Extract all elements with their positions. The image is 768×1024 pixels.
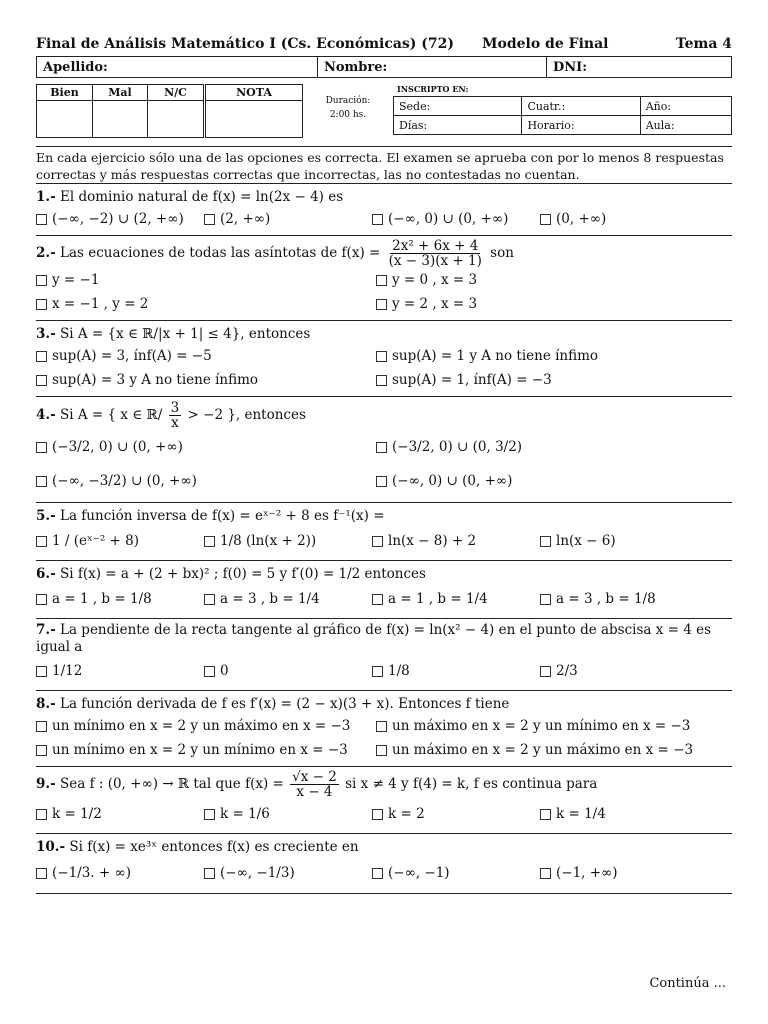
checkbox-icon[interactable] xyxy=(36,275,47,286)
checkbox-icon[interactable] xyxy=(372,594,383,605)
option-checkbox[interactable]: sup(A) = 1, ínf(A) = −3 xyxy=(376,368,716,392)
fraction: $\frac{3}{x}$ xyxy=(170,400,180,431)
checkbox-icon[interactable] xyxy=(36,442,47,453)
exam-title: Final de Análisis Matemático I (Cs. Económicas) (72) xyxy=(36,36,455,52)
checkbox-icon[interactable] xyxy=(376,476,387,487)
checkbox-icon[interactable] xyxy=(372,809,383,820)
option-checkbox[interactable]: (−∞, −1) xyxy=(372,857,540,889)
option-checkbox[interactable]: a = 1 , b = 1/8 xyxy=(36,584,204,614)
checkbox-icon[interactable] xyxy=(376,275,387,286)
aula-field[interactable]: Aula: xyxy=(640,116,731,135)
grade-cell-bien xyxy=(37,101,93,138)
option-checkbox[interactable]: sup(A) = 3 y A no tiene ínfimo xyxy=(36,368,376,392)
option-checkbox[interactable]: un máximo en x = 2 y un máximo en x = −3 xyxy=(376,738,716,762)
checkbox-icon[interactable] xyxy=(204,536,215,547)
question-1: 1.- El dominio natural de f(x) = ln(2x − 4) es (−∞, −2) ∪ (2, +∞) (2, +∞) (−∞, 0) ∪ (0, +∞) (0, +∞) xyxy=(36,183,732,235)
checkbox-icon[interactable] xyxy=(204,809,215,820)
checkbox-icon[interactable] xyxy=(540,536,551,547)
exam-header xyxy=(36,30,732,52)
question-6: 6.- Si f(x) = a + (2 + bx)² ; f(0) = 5 y f′(0) = 1/2 entonces a = 1 , b = 1/8 a = 3 , b = 1/4 a = 1 , b = 1/4 a = 3 , b = 1/8 xyxy=(36,560,732,618)
checkbox-icon[interactable] xyxy=(36,809,47,820)
fraction: $\frac{√x - 2}{x - 4}$ xyxy=(292,769,337,800)
option-checkbox[interactable]: a = 3 , b = 1/4 xyxy=(204,584,372,614)
checkbox-icon[interactable] xyxy=(36,375,47,386)
exam-theme: Tema 4 xyxy=(675,36,732,52)
checkbox-icon[interactable] xyxy=(36,214,47,225)
checkbox-icon[interactable] xyxy=(36,868,47,879)
option-checkbox[interactable]: 1/8 xyxy=(372,656,540,686)
fraction: $\frac{\text{2x² + 6x + 4}}{(x - 3)(x + 1)}$ xyxy=(388,238,482,269)
continue-note: Continúa ... xyxy=(649,976,726,991)
option-checkbox[interactable]: k = 2 xyxy=(372,799,540,829)
checkbox-icon[interactable] xyxy=(36,721,47,732)
grade-header-nota: NOTA xyxy=(205,85,303,101)
inscription-table xyxy=(393,96,732,135)
option-checkbox[interactable]: (−1, +∞) xyxy=(540,857,708,889)
checkbox-icon[interactable] xyxy=(372,666,383,677)
option-checkbox[interactable]: 0 xyxy=(204,656,372,686)
checkbox-icon[interactable] xyxy=(204,868,215,879)
checkbox-icon[interactable] xyxy=(204,666,215,677)
instructions: En cada ejercicio sólo una de las opciones es correcta. El examen se aprueba con por lo menos 8 respuestas correctas y más respuestas correctas que incorrectas, las no contestadas no cuentan. xyxy=(36,146,732,183)
checkbox-icon[interactable] xyxy=(36,536,47,547)
inscription-box xyxy=(393,84,732,136)
grade-header-bien: Bien xyxy=(37,85,93,101)
checkbox-icon[interactable] xyxy=(204,594,215,605)
duration-box xyxy=(303,84,393,136)
checkbox-icon[interactable] xyxy=(540,666,551,677)
question-10: 10.- Si f(x) = xe³ˣ entonces f(x) es creciente en (−1/3. + ∞) (−∞, −1/3) (−∞, −1) (−1, +∞) xyxy=(36,833,732,894)
option-checkbox[interactable]: 1/12 xyxy=(36,656,204,686)
question-9: 9.- Sea f : (0, +∞) → ℝ tal que f(x) = $\frac{√x - 2}{x - 4}$ si x ≠ 4 y f(4) = k, f es continua para k = 1/2 k = 1/6 k = 2 k = 1/4 xyxy=(36,766,732,833)
checkbox-icon[interactable] xyxy=(36,351,47,362)
option-checkbox[interactable]: x = −1 , y = 2 xyxy=(36,292,376,316)
checkbox-icon[interactable] xyxy=(540,214,551,225)
question-2: 2.- Las ecuaciones de todas las asíntotas de f(x) = $\frac{\text{2x² + 6x + 4}}{(x - 3)(x + 1)}$ son y = −1 y = 0 , x = 3 x = −1 , y = 2 y = 2 , x = 3 xyxy=(36,235,732,320)
option-checkbox[interactable]: (−3/2, 0) ∪ (0, +∞) xyxy=(36,430,376,464)
question-4: 4.- Si A = { x ∈ ℝ/ $\frac{3}{x}$ > −2 }, entonces (−3/2, 0) ∪ (0, +∞) (−3/2, 0) ∪ (0, 3/2) (−∞, −3/2) ∪ (0, +∞) (−∞, 0) ∪ (0, +∞) xyxy=(36,396,732,502)
question-text: El dominio natural de f(x) = ln(2x − 4) es xyxy=(60,189,344,205)
option-checkbox[interactable]: (−1/3. + ∞) xyxy=(36,857,204,889)
dias-field[interactable]: Días: xyxy=(394,116,522,135)
option-checkbox[interactable]: 1 / (eˣ⁻² + 8) xyxy=(36,526,204,556)
student-id-row xyxy=(36,56,732,78)
checkbox-icon[interactable] xyxy=(376,442,387,453)
surname-field[interactable]: Apellido: xyxy=(37,57,318,78)
option-checkbox[interactable]: un máximo en x = 2 y un mínimo en x = −3 xyxy=(376,714,716,738)
option-checkbox[interactable]: (0, +∞) xyxy=(540,207,708,231)
checkbox-icon[interactable] xyxy=(376,745,387,756)
question-3: 3.- Si A = {x ∈ ℝ/|x + 1| ≤ 4}, entonces sup(A) = 3, ínf(A) = −5 sup(A) = 1 y A no tiene ínfimo sup(A) = 3 y A no tiene ínfimo sup(A) = 1, ínf(A) = −3 xyxy=(36,320,732,396)
option-checkbox[interactable]: k = 1/4 xyxy=(540,799,708,829)
option-checkbox[interactable]: (−3/2, 0) ∪ (0, 3/2) xyxy=(376,430,716,464)
option-checkbox[interactable]: (−∞, −3/2) ∪ (0, +∞) xyxy=(36,464,376,498)
question-8: 8.- La función derivada de f es f′(x) = (2 − x)(3 + x). Entonces f tiene un mínimo en x = 2 y un máximo en x = −3 un máximo en x = 2 y un mínimo en x = −3 un mínimo en x = 2 y un mínimo en x = −3 un máximo en x = 2 y un máximo en x = −3 xyxy=(36,690,732,766)
question-7: 7.- La pendiente de la recta tangente al gráfico de f(x) = ln(x² − 4) en el punto de abscisa x = 4 es igual a 1/12 0 1/8 2/3 xyxy=(36,618,732,690)
anio-field[interactable]: Año: xyxy=(640,97,731,116)
checkbox-icon[interactable] xyxy=(376,375,387,386)
checkbox-icon[interactable] xyxy=(540,809,551,820)
option-checkbox[interactable]: k = 1/2 xyxy=(36,799,204,829)
checkbox-icon[interactable] xyxy=(204,214,215,225)
checkbox-icon[interactable] xyxy=(36,666,47,677)
checkbox-icon[interactable] xyxy=(36,476,47,487)
duration-label: Duración: xyxy=(325,96,371,106)
option-checkbox[interactable]: (−∞, −2) ∪ (2, +∞) xyxy=(36,207,204,231)
duration-value: 2:00 hs. xyxy=(329,110,367,120)
checkbox-icon[interactable] xyxy=(36,594,47,605)
grade-table xyxy=(36,84,303,138)
grade-cell-nc xyxy=(148,101,205,138)
option-checkbox[interactable]: ln(x − 8) + 2 xyxy=(372,526,540,556)
exam-model: Modelo de Final xyxy=(482,36,609,52)
option-checkbox[interactable]: 1/8 (ln(x + 2)) xyxy=(204,526,372,556)
grade-area xyxy=(36,84,732,136)
checkbox-icon[interactable] xyxy=(36,299,47,310)
option-checkbox[interactable]: (2, +∞) xyxy=(204,207,372,231)
checkbox-icon[interactable] xyxy=(376,351,387,362)
option-checkbox[interactable]: (−∞, −1/3) xyxy=(204,857,372,889)
option-checkbox[interactable]: a = 3 , b = 1/8 xyxy=(540,584,708,614)
checkbox-icon[interactable] xyxy=(372,214,383,225)
option-checkbox[interactable]: y = 2 , x = 3 xyxy=(376,292,716,316)
option-checkbox[interactable]: sup(A) = 3, ínf(A) = −5 xyxy=(36,344,376,368)
checkbox-icon[interactable] xyxy=(540,868,551,879)
option-checkbox[interactable]: 2/3 xyxy=(540,656,708,686)
checkbox-icon[interactable] xyxy=(376,721,387,732)
option-checkbox[interactable]: y = −1 xyxy=(36,268,376,292)
inscription-label: INSCRIPTO EN: xyxy=(397,84,469,94)
option-checkbox[interactable]: ln(x − 6) xyxy=(540,526,708,556)
option-checkbox[interactable]: un mínimo en x = 2 y un mínimo en x = −3 xyxy=(36,738,376,762)
grade-cell-nota xyxy=(205,101,303,138)
checkbox-icon[interactable] xyxy=(540,594,551,605)
grade-header-mal: Mal xyxy=(93,85,148,101)
option-checkbox[interactable]: (−∞, 0) ∪ (0, +∞) xyxy=(372,207,540,231)
option-checkbox[interactable]: sup(A) = 1 y A no tiene ínfimo xyxy=(376,344,716,368)
grade-cell-mal xyxy=(93,101,148,138)
checkbox-icon[interactable] xyxy=(36,745,47,756)
option-checkbox[interactable]: a = 1 , b = 1/4 xyxy=(372,584,540,614)
sede-field[interactable]: Sede: xyxy=(394,97,522,116)
option-checkbox[interactable]: y = 0 , x = 3 xyxy=(376,268,716,292)
name-field[interactable]: Nombre: xyxy=(318,57,547,78)
horario-field[interactable]: Horario: xyxy=(522,116,640,135)
cuatr-field[interactable]: Cuatr.: xyxy=(522,97,640,116)
grade-header-nc: N/C xyxy=(148,85,205,101)
question-5: 5.- La función inversa de f(x) = eˣ⁻² + 8 es f⁻¹(x) = 1 / (eˣ⁻² + 8) 1/8 (ln(x + 2)) ln(x − 8) + 2 ln(x − 6) xyxy=(36,502,732,560)
dni-field[interactable]: DNI: xyxy=(547,57,732,78)
checkbox-icon[interactable] xyxy=(372,536,383,547)
option-checkbox[interactable]: (−∞, 0) ∪ (0, +∞) xyxy=(376,464,716,498)
option-checkbox[interactable]: k = 1/6 xyxy=(204,799,372,829)
checkbox-icon[interactable] xyxy=(376,299,387,310)
option-checkbox[interactable]: un mínimo en x = 2 y un máximo en x = −3 xyxy=(36,714,376,738)
exam-page xyxy=(36,30,732,894)
checkbox-icon[interactable] xyxy=(372,868,383,879)
